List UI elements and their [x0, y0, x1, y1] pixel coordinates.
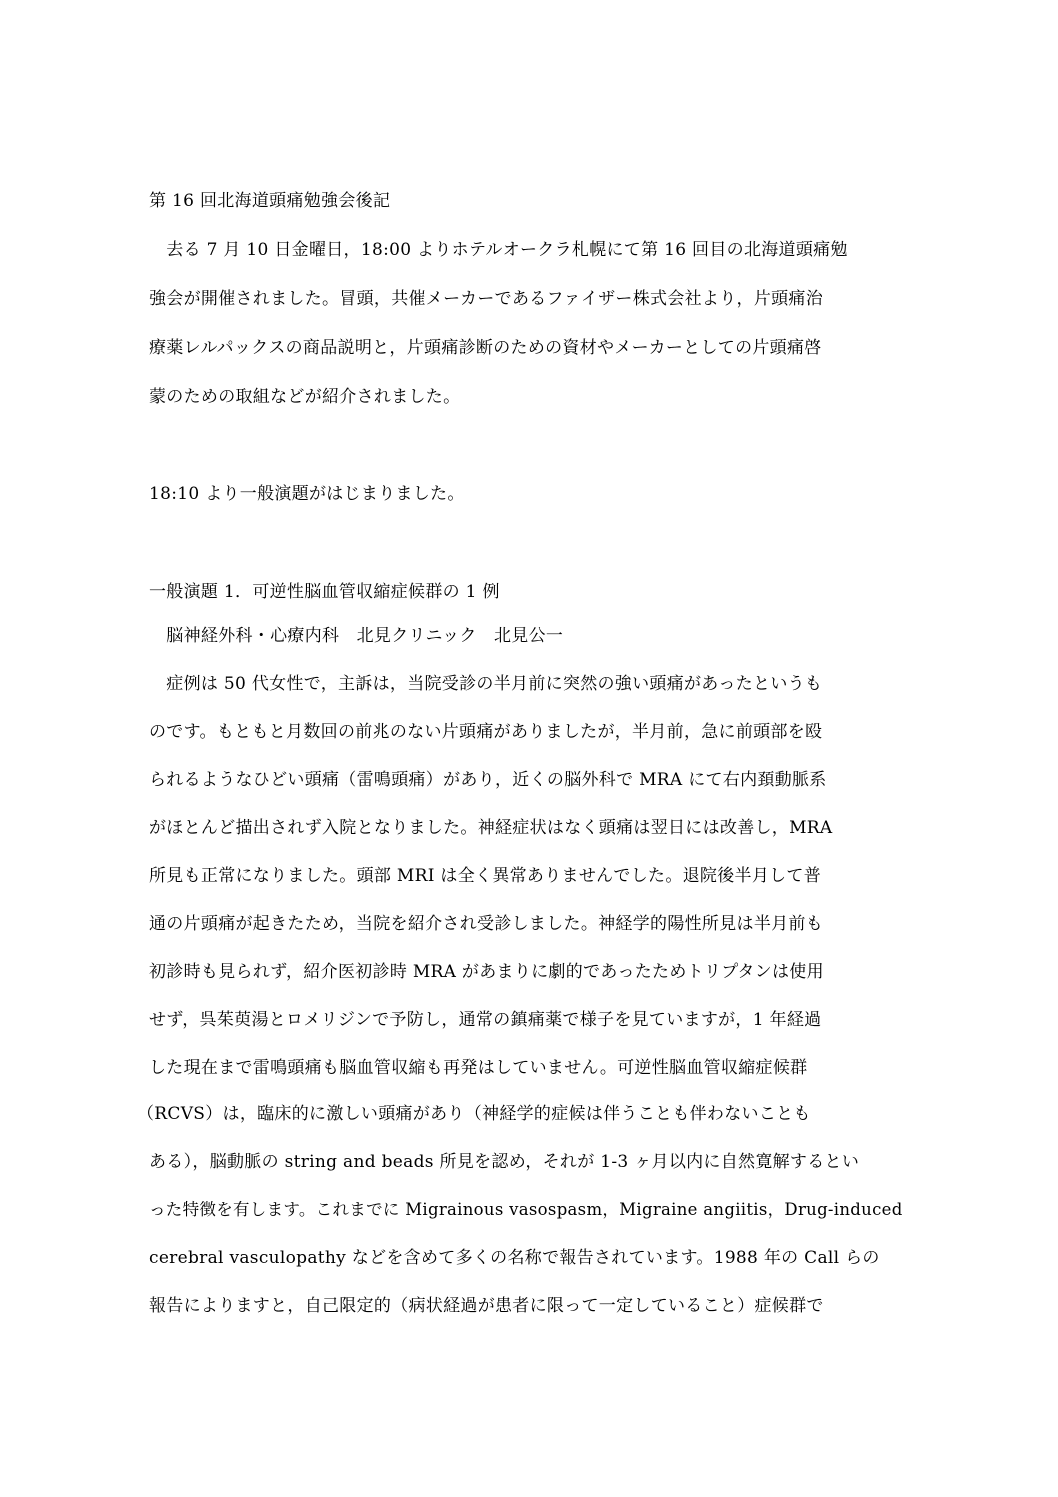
body-line-14: 報告によりますと，自己限定的（病状経過が患者に限って一定していること）症候群で	[149, 1296, 824, 1316]
body-line-9: した現在まで雷鳴頭痛も脳血管収縮も再発はしていません。可逆性脳血管収縮症候群	[149, 1058, 808, 1078]
body-line-5: 所見も正常になりました。頭部 MRI は全く異常ありませんでした。退院後半月して普	[149, 866, 822, 886]
body-line-2: のです。もともと月数回の前兆のない片頭痛がありましたが，半月前，急に前頭部を殴	[149, 722, 823, 742]
body-line-7: 初診時も見られず，紹介医初診時 MRA があまりに劇的であったためトリプタンは使用	[149, 962, 824, 982]
body-line-8: せず，呉茱萸湯とロメリジンで予防し，通常の鎮痛薬で様子を見ていますが，1 年経過	[149, 1010, 822, 1030]
document-title: 第 16 回北海道頭痛勉強会後記	[149, 191, 391, 211]
intro-line-2: 強会が開催されました。冒頭，共催メーカーであるファイザー株式会社より，片頭痛治	[149, 289, 824, 309]
body-line-13: cerebral vasculopathy などを含めて多くの名称で報告されています。1988 年の Call らの	[149, 1248, 880, 1268]
body-line-12: った特徴を有します。これまでに Migrainous vasospasm，Migraine angiitis，Drug-induced	[149, 1200, 903, 1219]
section-heading: 一般演題 1．可逆性脳血管収縮症候群の 1 例	[149, 582, 500, 602]
intro-line-1: 去る 7 月 10 日金曜日，18:00 よりホテルオークラ札幌にて第 16 回目の北海道頭痛勉	[149, 240, 848, 260]
intro-line-3: 療薬レルパックスの商品説明と，片頭痛診断のための資材やメーカーとしての片頭痛啓	[149, 338, 822, 358]
body-line-3: られるようなひどい頭痛（雷鳴頭痛）があり，近くの脳外科で MRA にて右内頚動脈系	[149, 770, 827, 790]
body-line-10: （RCVS）は，臨床的に激しい頭痛があり（神経学的症候は伴うことも伴わないことも	[137, 1104, 811, 1124]
program-start-line: 18:10 より一般演題がはじまりました。	[149, 484, 465, 504]
intro-line-4: 蒙のための取組などが紹介されました。	[149, 387, 461, 407]
section-author: 脳神経外科・心療内科 北見クリニック 北見公一	[149, 626, 564, 646]
body-line-4: がほとんど描出されず入院となりました。神経症状はなく頭痛は翌日には改善し，MRA	[149, 818, 833, 838]
body-line-1: 症例は 50 代女性で，主訴は，当院受診の半月前に突然の強い頭痛があったというも	[149, 674, 823, 694]
body-line-6: 通の片頭痛が起きたため，当院を紹介され受診しました。神経学的陽性所見は半月前も	[149, 914, 824, 934]
body-line-11: ある），脳動脈の string and beads 所見を認め，それが 1-3 ヶ月以内に自然寛解するとい	[149, 1152, 860, 1172]
